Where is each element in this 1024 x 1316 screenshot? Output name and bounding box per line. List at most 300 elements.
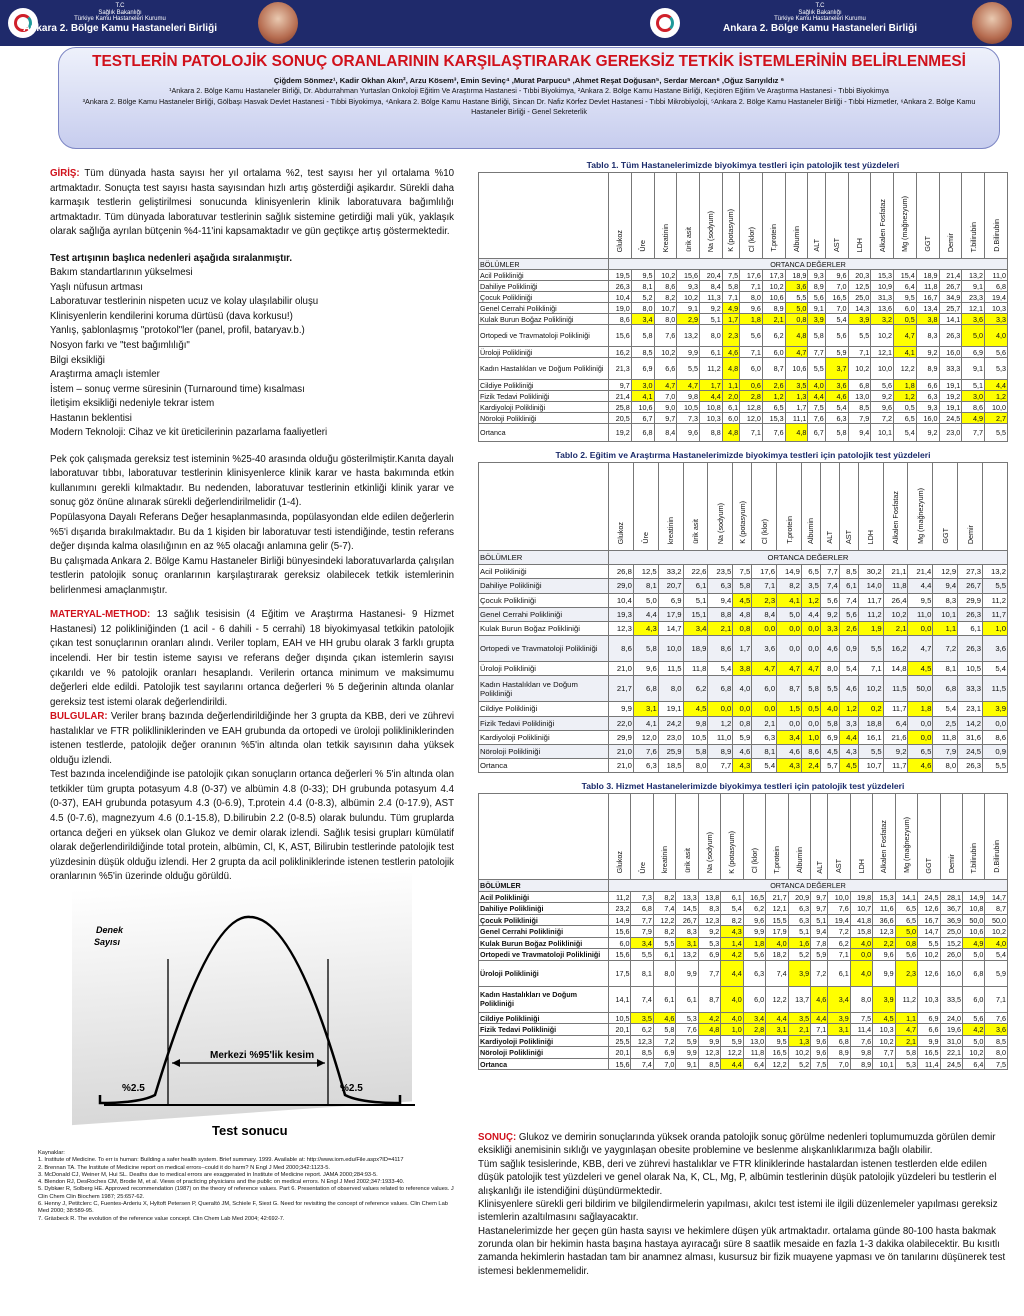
table-row [479, 347, 1008, 358]
row-label: Ortanca [479, 424, 609, 442]
table-cell: 36,6 [873, 914, 895, 926]
column-header [740, 173, 763, 259]
table-row [479, 1047, 1008, 1059]
table-cell: 1,2 [708, 716, 733, 730]
column-header-text: Albumin [792, 226, 802, 252]
table-cell: 8,4 [700, 281, 723, 292]
table-cell: 2,3 [722, 325, 739, 347]
table-cell: 13,3 [676, 891, 698, 903]
column-header-text: LDH [866, 529, 876, 544]
table-cell: 10,2 [677, 292, 700, 303]
column-header [654, 173, 677, 259]
table-cell: 5,8 [801, 676, 820, 702]
table-cell: 3,1 [676, 937, 698, 949]
table-cell: 8,5 [631, 1047, 653, 1059]
table-cell: 4,7 [894, 325, 917, 347]
table-cell: 0,5 [894, 402, 917, 413]
table-cell: 17,5 [609, 960, 631, 986]
table-cell: 6,1 [653, 949, 675, 961]
table-cell: 5,5 [820, 676, 839, 702]
table-cell: 8,8 [708, 607, 733, 621]
table-cell: 4,4 [700, 391, 723, 402]
table-cell: 5,2 [788, 1058, 810, 1070]
table-cell: 10,3 [985, 303, 1008, 314]
table-cell: 5,6 [820, 593, 839, 607]
table-row [479, 270, 1008, 281]
table-cell: 6,2 [683, 676, 708, 702]
table-cell: 4,9 [722, 303, 739, 314]
row-label: Dahiliye Polikliniği [479, 903, 609, 915]
table-cell: 5,5 [918, 937, 940, 949]
table-cell: 4,4 [985, 380, 1008, 391]
table-cell: 10,0 [828, 891, 850, 903]
table-cell: 8,3 [698, 903, 720, 915]
table-cell: 10,0 [871, 358, 894, 380]
table-cell: 16,0 [916, 413, 939, 424]
table-cell: 16,7 [918, 914, 940, 926]
table-cell: 6,1 [676, 986, 698, 1012]
table-cell: 6,2 [631, 1024, 653, 1036]
table-cell: 11,2 [895, 986, 917, 1012]
column-header [631, 794, 653, 880]
table-cell: 6,9 [658, 593, 683, 607]
table-row [479, 903, 1008, 915]
table-cell: 7,8 [811, 937, 828, 949]
table-cell: 4,3 [777, 759, 802, 773]
table-cell: 4,0 [985, 937, 1008, 949]
table-row [479, 949, 1008, 961]
table-cell: 7,7 [631, 914, 653, 926]
table-cell: 5,8 [808, 325, 825, 347]
table-cell: 6,6 [916, 380, 939, 391]
table-cell: 19,8 [850, 891, 872, 903]
column-header-text: AST [834, 859, 844, 874]
conclusion [478, 1131, 1006, 1278]
table-cell: 4,0 [850, 960, 872, 986]
table-cell: 8,9 [708, 744, 733, 758]
table-cell: 1,6 [788, 937, 810, 949]
table-cell: 6,9 [631, 358, 654, 380]
paragraph-text: Bu çalışmada Ankara 2. Bölge Kamu Hastaneler Birliği bünyesindeki laboratuvarlarda çalışılan testlerin patolojik sonuç oranlarının karşılaştırarak gereksiz olabilecek tetkik istemlerinin belirlenmesi amaçlanmıştır. [50, 555, 454, 596]
table-cell: 6,1 [722, 402, 739, 413]
reason-item: Araştırma amaçlı istemler [50, 369, 160, 381]
reason-item: İletişim eksikliği nedeniyle tekrar istem [50, 398, 215, 410]
table-cell: 10,8 [962, 903, 984, 915]
portrait-image [258, 2, 298, 44]
table-cell: 5,5 [858, 744, 883, 758]
table-cell: 8,0 [658, 676, 683, 702]
table-row [479, 607, 1008, 621]
table-cell: 31,0 [940, 1035, 962, 1047]
table-cell: 7,4 [631, 986, 653, 1012]
table-cell: 15,4 [894, 270, 917, 281]
table-cell: 12,2 [766, 986, 788, 1012]
bell-curve-figure [60, 873, 450, 1158]
paragraph-text: Tüm dünyada hasta sayısı her yıl ortalama %2, test sayısı her yıl ortalama %10 artmaktadır. Sonuçta test sayısı hasta sayısından hızlı artış gösterdiği aşikardır. Sürekli daha karmaşık testlerin geliştirilmesi sonucunda klinisyenlerin klinik laboratuvara bağımlılığı artmaktadır. Tüm dünyada laboratuvar testlerinin sağlık sistemine getirdiği mali yük, yaklaşık olarak sağlığa ayrılan bütçenin %4-11'ini kapsamaktadır ve gün geçtikçe artış göstermektedir. [50, 168, 454, 238]
column-header [985, 173, 1008, 259]
table-cell: 5,5 [631, 949, 653, 961]
table-cell: 8,7 [777, 676, 802, 702]
table-cell: 25,7 [939, 303, 962, 314]
table-cell: 10,2 [962, 1047, 984, 1059]
table-cell: 0,6 [740, 380, 763, 391]
table-cell: 8,0 [683, 759, 708, 773]
table-cell: 18,9 [785, 270, 808, 281]
table-cell: 20,9 [788, 891, 810, 903]
table-cell: 4,3 [733, 759, 752, 773]
table-cell: 7,4 [839, 593, 858, 607]
table-cell: 7,1 [811, 1024, 828, 1036]
header-row [479, 173, 1008, 259]
table-cell: 18,9 [916, 270, 939, 281]
table-cell: 12,1 [962, 303, 985, 314]
banner-line: Ankara 2. Bölge Kamu Hastaneleri Birliği [723, 23, 917, 35]
table-cell: 11,2 [983, 593, 1008, 607]
table-cell: 4,0 [721, 986, 743, 1012]
table-cell: 3,3 [820, 621, 839, 635]
table-cell: 9,2 [871, 391, 894, 402]
table-cell: 9,8 [683, 716, 708, 730]
row-label: Kadın Hastalıkları ve Doğum Polikliniği [479, 986, 609, 1012]
table-cell: 4,4 [766, 1012, 788, 1024]
table-cell: 1,3 [785, 391, 808, 402]
table-cell: 14,3 [848, 303, 871, 314]
table-row [479, 636, 1008, 662]
table-cell: 3,4 [777, 730, 802, 744]
column-header [871, 173, 894, 259]
table-cell: 7,1 [740, 347, 763, 358]
column-header-text: Cl (klor) [759, 518, 769, 544]
table-cell: 3,4 [631, 314, 654, 325]
table-cell: 1,9 [858, 621, 883, 635]
table-cell: 9,6 [811, 1047, 828, 1059]
header-row [479, 794, 1008, 880]
table-cell: 7,6 [676, 1024, 698, 1036]
table-cell: 6,0 [894, 303, 917, 314]
table-cell: 50,0 [985, 914, 1008, 926]
table-cell: 2,7 [985, 413, 1008, 424]
table-cell: 4,3 [633, 621, 658, 635]
table-cell: 7,9 [933, 744, 958, 758]
table-cell: 9,9 [676, 1047, 698, 1059]
table-cell: 5,8 [895, 1047, 917, 1059]
table-cell: 9,2 [916, 424, 939, 442]
table-cell: 4,4 [633, 607, 658, 621]
column-header [609, 794, 631, 880]
table-cell: 12,1 [871, 347, 894, 358]
column-header-text: ürik asit [683, 227, 693, 252]
table-cell: 5,4 [985, 949, 1008, 961]
table-cell: 5,3 [698, 937, 720, 949]
table-cell: 8,9 [916, 358, 939, 380]
table-cell: 1,0 [983, 621, 1008, 635]
table-cell: 3,6 [825, 380, 848, 391]
table-cell: 28,1 [940, 891, 962, 903]
table-cell: 0,0 [777, 716, 802, 730]
table-cell: 8,7 [698, 986, 720, 1012]
table-cell: 3,3 [985, 314, 1008, 325]
table-cell: 7,6 [762, 424, 785, 442]
table-cell: 8,0 [700, 325, 723, 347]
table-cell: 0,9 [839, 636, 858, 662]
table-cell: 12,1 [766, 903, 788, 915]
reason-item: Klinisyenlerin kendilerini koruma dürtüsü (dava korkusu!) [50, 310, 293, 322]
table-cell: 15,2 [940, 937, 962, 949]
table-cell: 10,8 [700, 402, 723, 413]
table-cell: 21,0 [609, 759, 634, 773]
table-cell: 3,4 [631, 937, 653, 949]
row-label: Ortopedi ve Travmatoloji Polikliniği [479, 636, 609, 662]
table-cell: 12,0 [633, 730, 658, 744]
table-cell: 12,5 [848, 281, 871, 292]
section-label: ORTANCA DEĞERLER [609, 259, 1008, 270]
poster-title: TESTLERİN PATOLOJİK SONUÇ ORANLARININ KARŞILAŞTIRARAK GEREKSİZ TETKİK İSTEMLERİNİN BELİRLENMESİ [92, 53, 966, 70]
table-cell: 31,6 [958, 730, 983, 744]
table-cell: 5,4 [933, 702, 958, 716]
table-cell: 7,1 [848, 347, 871, 358]
table-cell: 8,0 [933, 759, 958, 773]
table-cell: 4,7 [801, 662, 820, 676]
table-cell: 7,7 [708, 759, 733, 773]
column-header [873, 794, 895, 880]
table-cell: 16,5 [743, 891, 765, 903]
table-cell: 8,4 [752, 607, 777, 621]
column-header-text: GGT [940, 528, 950, 544]
table-cell: 5,6 [962, 1012, 984, 1024]
table-cell: 22,6 [683, 565, 708, 579]
table-row [479, 759, 1008, 773]
table-row [479, 1035, 1008, 1047]
tail-label: %2.5 [340, 1083, 363, 1094]
column-header [895, 794, 917, 880]
table-cell: 7,2 [811, 960, 828, 986]
table-cell: 5,6 [839, 607, 858, 621]
row-label: Cildiye Polikliniği [479, 702, 609, 716]
table-cell: 5,9 [676, 1035, 698, 1047]
table-cell: 19,6 [940, 1024, 962, 1036]
table-row [479, 424, 1008, 442]
column-header [766, 794, 788, 880]
table-cell: 8,6 [983, 730, 1008, 744]
table-cell: 5,4 [721, 903, 743, 915]
table-row [479, 1024, 1008, 1036]
table-cell: 9,7 [654, 413, 677, 424]
table-cell: 19,3 [609, 607, 634, 621]
section-label: BÖLÜMLER [479, 880, 609, 892]
table-cell: 6,8 [631, 424, 654, 442]
table-cell: 7,5 [733, 565, 752, 579]
table-cell: 12,6 [918, 960, 940, 986]
column-header-text: Na (sodyum) [705, 832, 715, 874]
table-cell: 2,1 [752, 716, 777, 730]
table-cell: 8,0 [985, 1047, 1008, 1059]
column-header [788, 794, 810, 880]
table-cell: 5,6 [871, 380, 894, 391]
reason-item: Laboratuvar testlerinin nispeten ucuz ve kolay ulaşılabilir oluşu [50, 296, 319, 308]
table-cell: 8,0 [653, 960, 675, 986]
column-header [677, 173, 700, 259]
table-cell: 11,8 [683, 662, 708, 676]
table-row [479, 621, 1008, 635]
table-cell: 9,4 [848, 424, 871, 442]
header-row [479, 463, 1008, 551]
table-cell: 13,7 [788, 986, 810, 1012]
column-header [985, 794, 1008, 880]
table-cell: 7,0 [654, 391, 677, 402]
table-cell: 7,6 [808, 413, 825, 424]
table-cell: 9,9 [743, 926, 765, 938]
column-header-text: Albumin [794, 847, 804, 874]
table-cell: 15,1 [683, 607, 708, 621]
table-cell: 4,1 [894, 347, 917, 358]
row-label: Kardiyoloji Polikliniği [479, 1035, 609, 1047]
table-cell: 6,4 [743, 1058, 765, 1070]
table-cell: 1,1 [895, 1012, 917, 1024]
table-cell: 16,0 [939, 347, 962, 358]
table-cell: 26,8 [609, 565, 634, 579]
column-header [808, 173, 825, 259]
table-cell: 10,2 [873, 1035, 895, 1047]
table-cell: 18,2 [766, 949, 788, 961]
table-cell: 2,5 [933, 716, 958, 730]
table-row [479, 325, 1008, 347]
column-header-text: GGT [923, 236, 933, 252]
table-cell: 5,0 [962, 325, 985, 347]
banner-line: Sağlık Bakanlığı [98, 9, 142, 16]
table-cell: 10,7 [858, 759, 883, 773]
section-label: BÖLÜMLER [479, 551, 609, 565]
table-row [479, 662, 1008, 676]
row-label: Dahiliye Polikliniği [479, 579, 609, 593]
table-cell: 16,5 [825, 292, 848, 303]
table-cell: 9,5 [766, 1035, 788, 1047]
section-row [479, 259, 1008, 270]
table-cell: 16,7 [916, 292, 939, 303]
table-cell: 10,5 [609, 1012, 631, 1024]
table-cell: 3,7 [825, 358, 848, 380]
table-cell: 5,6 [740, 325, 763, 347]
column-header [785, 173, 808, 259]
table-cell: 26,3 [958, 759, 983, 773]
table-cell: 26,3 [958, 607, 983, 621]
table-cell: 27,3 [958, 565, 983, 579]
table-cell: 15,6 [609, 949, 631, 961]
table-cell: 4,9 [962, 937, 984, 949]
table-cell: 7,6 [633, 744, 658, 758]
table-cell: 13,2 [676, 949, 698, 961]
table-row [479, 303, 1008, 314]
table-cell: 25,9 [658, 744, 683, 758]
table-cell: 3,6 [985, 1024, 1008, 1036]
column-header [743, 794, 765, 880]
table-cell: 0,5 [894, 314, 917, 325]
table-cell: 17,9 [658, 607, 683, 621]
row-label: Kulak Burun Boğaz Polikliniği [479, 314, 609, 325]
table-cell: 8,2 [654, 292, 677, 303]
table-cell: 13,2 [962, 270, 985, 281]
table-cell: 24,5 [939, 413, 962, 424]
table-cell: 5,9 [811, 949, 828, 961]
table-cell: 5,4 [894, 424, 917, 442]
table-cell: 1,2 [801, 593, 820, 607]
table-cell: 2,1 [708, 621, 733, 635]
table-cell: 14,9 [609, 914, 631, 926]
table-cell: 4,4 [801, 607, 820, 621]
table-cell: 3,5 [788, 1012, 810, 1024]
row-label: Kardiyoloji Polikliniği [479, 730, 609, 744]
table-cell: 8,3 [916, 325, 939, 347]
table-cell: 11,6 [873, 903, 895, 915]
table-cell: 24,0 [940, 1012, 962, 1024]
row-label: Üroloji Polikliniği [479, 960, 609, 986]
table-cell: 29,9 [609, 730, 634, 744]
table-cell: 6,8 [933, 676, 958, 702]
column-header [883, 463, 908, 551]
table-cell: 26,7 [676, 914, 698, 926]
column-header [894, 173, 917, 259]
table-cell: 9,9 [677, 347, 700, 358]
paragraph-text: Veriler branş bazında değerlendirildiğinde her 3 grupta da KBB, deri ve zührevi hastalıklar ve FTR poliklliniklerinden ve EAH grubunda da ortopedi ve üroloji polikliniklerinden istenen testlerde, patolojik değer oranının %5'in altında olan tetkik sayısının daha yüksek olduğu izlendi. [50, 711, 454, 766]
paragraph-text: Popülasyona Dayalı Referans Değer hesaplanmasında, popülasyondan elde edilen değerlerin %5'i dışarıda bırakılmaktadır. Bu da 1 kişiden bir laboratuvar testi istendiğinde, testin referans değer dışında kalma olasılığının en az %5 olacağı anlamına gelir (5-7). [50, 512, 454, 553]
table-cell: 36,9 [940, 914, 962, 926]
table-cell: 22,0 [609, 716, 634, 730]
table-cell: 2,8 [740, 391, 763, 402]
table-cell: 4,6 [722, 347, 739, 358]
affiliation: ³Ankara 2. Bölge Kamu Hastaneler Birliği, Gölbaşı Hasvak Devlet Hastanesi - Tıbbi Biyokimya, ⁴Ankara 2. Bölge Kamu Hastane Birliği, Sincan Dr. Nafiz Körfez Devlet Hastanesi - Tıbbi Mikrobiyoloji, ⁵Ankara 2. Bölge Kamu Hastaneler Birliği - Tıbbi Hizmetler, ⁶Ankara 2. Bölge Kamu Hastaneler Birliği - Genel Sekreterlik [82, 96, 976, 116]
table-cell: 0,0 [801, 716, 820, 730]
table-cell: 8,6 [962, 402, 985, 413]
table-cell: 5,0 [895, 926, 917, 938]
table-cell: 4,8 [785, 424, 808, 442]
table-cell: 30,2 [858, 565, 883, 579]
table-cell: 13,2 [677, 325, 700, 347]
table-cell: 19,2 [939, 391, 962, 402]
table-cell: 11,5 [883, 676, 908, 702]
table-cell: 0,8 [785, 314, 808, 325]
column-header [700, 173, 723, 259]
table-cell: 0,5 [801, 702, 820, 716]
table-cell: 8,5 [848, 402, 871, 413]
column-header [698, 794, 720, 880]
table-cell: 12,8 [740, 402, 763, 413]
table-cell: 4,7 [677, 380, 700, 391]
table-cell: 8,4 [654, 424, 677, 442]
table-cell: 2,4 [801, 759, 820, 773]
table-cell: 9,8 [850, 1047, 872, 1059]
table-cell: 8,6 [654, 281, 677, 292]
table-cell: 14,1 [609, 986, 631, 1012]
table-cell: 7,2 [871, 413, 894, 424]
table-cell: 11,5 [658, 662, 683, 676]
table-cell: 0,0 [752, 621, 777, 635]
table-cell: 5,5 [808, 358, 825, 380]
column-header [850, 794, 872, 880]
left-column [50, 167, 454, 885]
table-cell: 5,1 [788, 926, 810, 938]
table-cell: 8,1 [633, 579, 658, 593]
table-cell: 4,7 [654, 380, 677, 391]
table-cell: 8,5 [985, 1035, 1008, 1047]
table-cell: 8,1 [933, 662, 958, 676]
table-cell: 8,1 [752, 744, 777, 758]
header-corner [479, 463, 609, 551]
column-header-text: K (potasyum) [727, 830, 737, 874]
reference-item: 2. Brennan TA. The Institute of Medicine report on medical errors--could it do harm? N Engl J Med 2000;342:1123-5. [38, 1164, 331, 1171]
table-cell: 8,5 [631, 347, 654, 358]
table-cell: 14,1 [939, 314, 962, 325]
table-cell: 5,6 [895, 949, 917, 961]
column-header-text: ALT [812, 239, 822, 252]
